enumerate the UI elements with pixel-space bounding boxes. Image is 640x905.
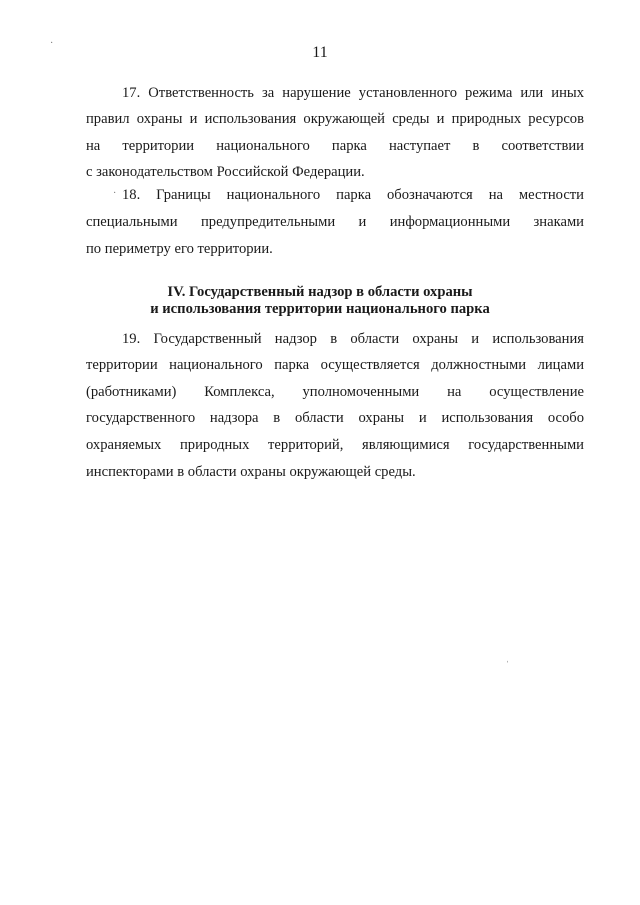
paragraph-19-line: (работниками) Комплекса, уполномоченными на осуществление [86,384,584,400]
paragraph-17-line: 17. Ответственность за нарушение установленного режима или иных [122,85,584,101]
scan-speck: ˈ [506,660,510,671]
paragraph-18-line: 18. Границы национального парка обозначаются на местности [122,187,584,203]
paragraph-18-line: специальными предупредительными и информационными знаками [86,214,584,230]
section-title-line: и использования территории национального парка [150,301,490,317]
paragraph-19-line: инспекторами в области охраны окружающей среды. [86,464,416,480]
paragraph-19-line: 19. Государственный надзор в области охраны и использования [122,331,584,347]
paragraph-17-line: на территории национального парка наступает в соответствии [86,138,584,154]
scan-speck: · [50,38,54,49]
section-title-line: IV. Государственный надзор в области охраны [167,284,473,300]
paragraph-19-line: охраняемых природных территорий, являющимися государственными [86,437,584,453]
paragraph-19-line: государственного надзора в области охраны и использования особо [86,410,584,426]
paragraph-17-line: правил охраны и использования окружающей среды и природных ресурсов [86,111,584,127]
scan-speck: · [113,188,117,199]
paragraph-18-line: по периметру его территории. [86,241,273,257]
paragraph-17-line: с законодательством Российской Федерации. [86,164,365,180]
page-number: 11 [312,44,328,61]
paragraph-19-line: территории национального парка осуществляется должностными лицами [86,357,584,373]
